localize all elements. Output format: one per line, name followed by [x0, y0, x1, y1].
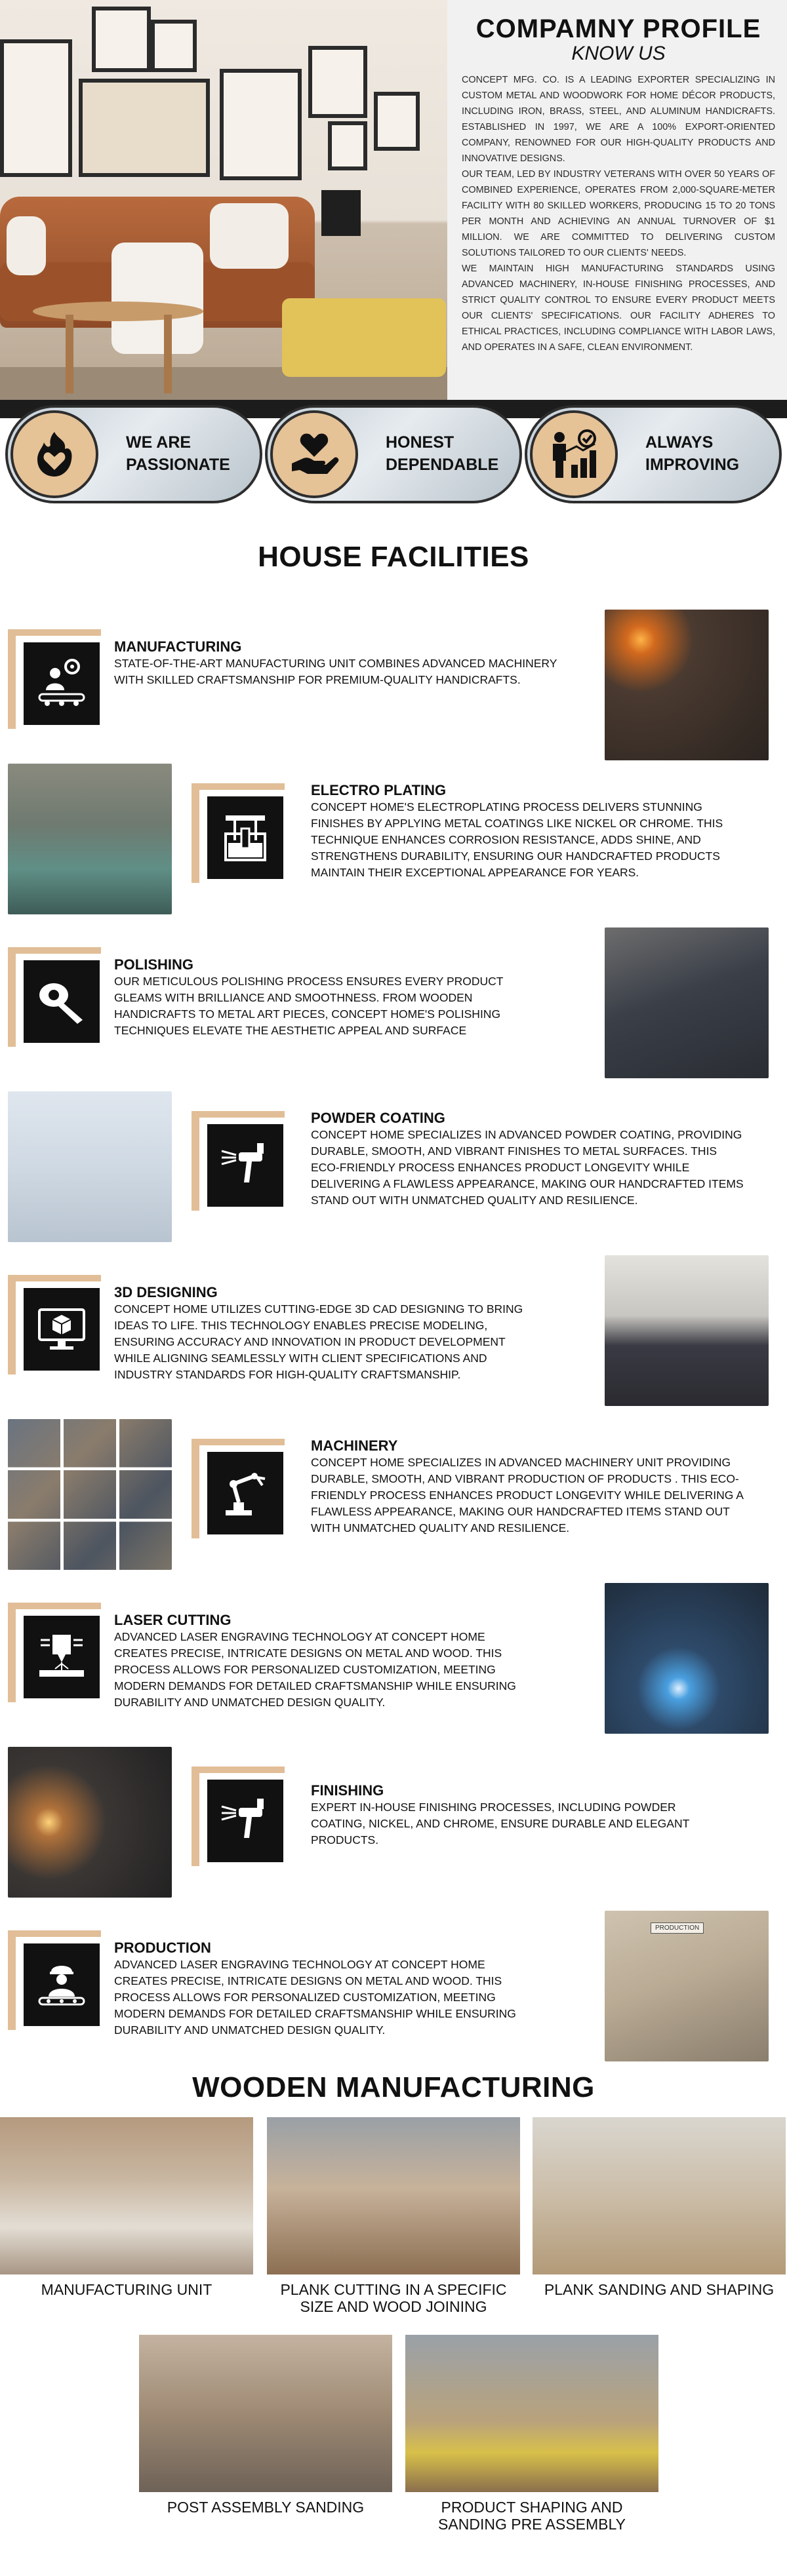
- wood-caption: PLANK SANDING AND SHAPING: [544, 2281, 775, 2298]
- facility-text: [114, 1940, 534, 2039]
- wooden-manufacturing-gallery: [0, 2117, 787, 2576]
- house-facilities-heading: [0, 531, 787, 583]
- values-strip: [0, 400, 787, 505]
- value-label: HONEST DEPENDABLE: [386, 433, 499, 474]
- wood-card: [139, 2335, 392, 2516]
- wood-card: [0, 2117, 253, 2298]
- facility-text: [311, 1782, 731, 1848]
- plating-tank-icon: [192, 783, 291, 887]
- profile-paragraph: WE MAINTAIN HIGH MANUFACTURING STANDARDS USING ADVANCED MACHINERY, IN-HOUSE FINISHING PROCESSES, AND STRICT QUALITY CONTROL TO ENSURE EVERY PRODUCT MEETS OUR CLIENTS' SPECIFICATIONS. OUR FACILITY ADHERES TO ETHICAL PRACTICES, INCLUDING COMPLIANCE WITH LABOR LAWS, AND OPERATES IN A SAFE, CLEAN ENVIRONMENT.: [462, 263, 775, 353]
- facility-title: 3D DESIGNING: [114, 1284, 218, 1300]
- facility-manufacturing: [0, 610, 787, 767]
- gear-worker-icon: [8, 629, 108, 733]
- plank-cutting-photo: [267, 2117, 520, 2274]
- wall-art-frame: [79, 79, 210, 177]
- facilities-list: [0, 583, 787, 2039]
- facility-text: [114, 638, 560, 688]
- worker-conveyor-icon: [8, 1930, 108, 2034]
- polishing-photo: [605, 927, 769, 1078]
- throw-blanket: [111, 243, 203, 354]
- wall-art-frame: [0, 39, 72, 177]
- wood-caption: POST ASSEMBLY SANDING: [167, 2499, 365, 2516]
- facility-text: [114, 956, 547, 1039]
- facility-title: MANUFACTURING: [114, 638, 242, 655]
- wood-caption: PLANK CUTTING IN A SPECIFIC SIZE AND WOOD JOINING: [280, 2281, 507, 2315]
- coffee-table: [33, 302, 203, 321]
- value-honest: [265, 405, 522, 503]
- facility-description: CONCEPT HOME SPECIALIZES IN ADVANCED POWDER COATING, PROVIDING DURABLE, SMOOTH, AND VIBRANT FINISHES TO METAL SURFACES. THIS ECO-FRIENDLY PROCESS ENHANCES PRODUCT LONGEVITY WHILE DELIVERING A FLAWLESS APPEARANCE, MAKING OUR HANDCRAFTED ITEMS STAND OUT WITH UNMATCHED QUALITY AND RESILIENCE.: [311, 1128, 744, 1207]
- pillow: [7, 216, 46, 275]
- post-assembly-sanding-photo: [139, 2335, 392, 2492]
- facility-text: [114, 1284, 534, 1383]
- finishing-photo: [8, 1747, 172, 1898]
- robot-arm-icon: [192, 1439, 291, 1542]
- wood-card: [533, 2117, 786, 2298]
- yellow-ottoman: [282, 298, 446, 377]
- value-passionate: [5, 405, 262, 503]
- facility-title: POWDER COATING: [311, 1110, 445, 1126]
- wall-art-frame: [328, 121, 367, 170]
- facility-production: [0, 1911, 787, 2068]
- facility-description: STATE-OF-THE-ART MANUFACTURING UNIT COMBINES ADVANCED MACHINERY WITH SKILLED CRAFTSMANSHIP FOR PREMIUM-QUALITY HANDICRAFTS.: [114, 657, 557, 686]
- facility-title: ELECTRO PLATING: [311, 782, 447, 798]
- production-sign: PRODUCTION: [651, 1922, 704, 1934]
- fire-heart-icon: [10, 410, 98, 498]
- profile-paragraph: CONCEPT MFG. CO. IS A LEADING EXPORTER SPECIALIZING IN CUSTOM METAL AND WOODWORK FOR HOME DÉCOR PRODUCTS, INCLUDING IRON, BRASS, STEEL, AND ALUMINUM HANDICRAFTS. ESTABLISHED IN 1997, WE ARE A 100% EXPORT-ORIENTED COMPANY, RENOWNED FOR OUR HIGH-QUALITY PRODUCTS AND INNOVATIVE DESIGNS.: [462, 75, 775, 164]
- facility-title: POLISHING: [114, 956, 194, 973]
- company-profile-panel: [447, 0, 787, 400]
- pillow: [210, 203, 289, 269]
- wood-caption: PRODUCT SHAPING AND SANDING PRE ASSEMBLY: [438, 2499, 626, 2533]
- facility-description: EXPERT IN-HOUSE FINISHING PROCESSES, INCLUDING POWDER COATING, NICKEL, AND CHROME, ENSURE DURABLE AND ELEGANT PRODUCTS.: [311, 1801, 689, 1846]
- value-label: ALWAYS IMPROVING: [645, 433, 740, 474]
- facility-text: [311, 1110, 744, 1209]
- facility-powder-coating: [0, 1091, 787, 1249]
- wood-caption: MANUFACTURING UNIT: [41, 2281, 212, 2298]
- table-leg: [164, 315, 172, 393]
- value-improving: [525, 405, 782, 503]
- facility-title: MACHINERY: [311, 1437, 398, 1454]
- manufacturing-unit-photo: [0, 2117, 253, 2274]
- heading-light: WOODEN: [192, 2071, 336, 2103]
- facility-machinery: [0, 1419, 787, 1576]
- facility-polishing: [0, 927, 787, 1085]
- facility-description: CONCEPT HOME UTILIZES CUTTING-EDGE 3D CAD DESIGNING TO BRING IDEAS TO LIFE. THIS TECHNOLOGY ENABLES PRECISE MODELING, ENSURING ACCURACY AND INNOVATION IN PRODUCT DEVELOPMENT WHILE ALIGNING SEAMLESSLY WITH CLIENT SPECIFICATIONS AND INDUSTRY STANDARDS FOR HIGH-QUALITY CRAFTSMANSHIP.: [114, 1302, 523, 1381]
- facility-description: ADVANCED LASER ENGRAVING TECHNOLOGY AT CONCEPT HOME CREATES PRECISE, INTRICATE DESIGNS ON METAL AND WOOD. THIS PROCESS ALLOWS FOR PERSONALIZED CUSTOMIZATION, MEETING MODERN DEMANDS FOR DETAILED CRAFTSMANSHIP WHILE ENSURING DURABILITY AND UNMATCHED DESIGN QUALITY.: [114, 1958, 516, 2037]
- production-photo: [605, 1911, 769, 2061]
- powder-coating-photo: [8, 1091, 172, 1242]
- facility-description: OUR METICULOUS POLISHING PROCESS ENSURES EVERY PRODUCT GLEAMS WITH BRILLIANCE AND SMOOTHNESS. FROM WOODEN HANDICRAFTS TO METAL ART PIECES, CONCEPT HOME'S POLISHING TECHNIQUES ELEVATE THE AESTHETIC APPEAL AND SURFACE: [114, 975, 504, 1037]
- facility-text: [114, 1612, 534, 1711]
- product-shaping-photo: [405, 2335, 658, 2492]
- heading-bold: FACILITIES: [370, 541, 529, 573]
- wood-card: [267, 2117, 520, 2315]
- wall-art-frame: [92, 7, 151, 72]
- wall-art-frame: [220, 69, 302, 180]
- facility-title: FINISHING: [311, 1782, 384, 1799]
- wall-art-frame: [308, 46, 367, 118]
- 3d-designing-photo: [605, 1255, 769, 1406]
- laser-cutting-photo: [605, 1583, 769, 1734]
- facility-title: PRODUCTION: [114, 1940, 211, 1956]
- facility-laser-cutting: [0, 1583, 787, 1740]
- facility-description: CONCEPT HOME SPECIALIZES IN ADVANCED MACHINERY UNIT PROVIDING DURABLE, SMOOTH, AND VIBRANT PRODUCTION OF PRODUCTS . THIS ECO-FRIENDLY PROCESS ENHANCES PRODUCT LONGEVITY WHILE DELIVERING A FLAWLESS APPEARANCE, MAKING OUR HANDCRAFTED ITEMS STAND OUT WITH UNMATCHED QUALITY AND RESILIENCE.: [311, 1456, 744, 1534]
- know-us-subtitle: KNOW US: [571, 43, 666, 64]
- laser-icon: [8, 1603, 108, 1706]
- machinery-collage-photo: [8, 1419, 172, 1570]
- company-profile-title: COMPAMNY PROFILE: [475, 14, 761, 43]
- heading-bold: MANUFACTURING: [335, 2071, 595, 2103]
- wall-art-frame: [374, 92, 420, 151]
- hero-section: [0, 0, 787, 400]
- wall-art-frame: [151, 20, 197, 72]
- wood-card: [405, 2335, 658, 2533]
- facility-3d-designing: [0, 1255, 787, 1413]
- table-leg: [66, 315, 73, 393]
- facility-text: [311, 782, 731, 881]
- spray-gun-icon: [192, 1111, 291, 1215]
- facility-electro-plating: [0, 764, 787, 921]
- lamp: [321, 190, 361, 236]
- heading-light: HOUSE: [258, 541, 371, 573]
- electro-plating-photo: [8, 764, 172, 914]
- facility-title: LASER CUTTING: [114, 1612, 232, 1628]
- growth-chart-icon: [530, 410, 618, 498]
- value-label: WE ARE PASSIONATE: [126, 433, 230, 474]
- hand-heart-icon: [270, 410, 358, 498]
- polisher-icon: [8, 947, 108, 1051]
- facility-text: [311, 1437, 744, 1536]
- facility-description: ADVANCED LASER ENGRAVING TECHNOLOGY AT CONCEPT HOME CREATES PRECISE, INTRICATE DESIGNS ON METAL AND WOOD. THIS PROCESS ALLOWS FOR PERSONALIZED CUSTOMIZATION, MEETING MODERN DEMANDS FOR DETAILED CRAFTSMANSHIP WHILE ENSURING DURABILITY AND UNMATCHED DESIGN QUALITY.: [114, 1630, 516, 1709]
- manufacturing-photo: [605, 610, 769, 760]
- facility-description: CONCEPT HOME'S ELECTROPLATING PROCESS DELIVERS STUNNING FINISHES BY APPLYING METAL COATINGS LIKE NICKEL OR CHROME. THIS TECHNIQUE ENHANCES CORROSION RESISTANCE, ADDS SHINE, AND STRENGTHENS DURABILITY, ENSURING OUR HANDCRAFTED PRODUCTS MAINTAIN THEIR EXCEPTIONAL APPEARANCE FOR YEARS.: [311, 800, 723, 879]
- profile-paragraph: OUR TEAM, LED BY INDUSTRY VETERANS WITH OVER 50 YEARS OF COMBINED EXPERIENCE, OPERATES FROM 2,000-SQUARE-METER FACILITY WITH 80 SKILLED WORKERS, PRODUCING 15 TO 20 TONS PER MONTH AND ACHIEVING AN ANNUAL TURNOVER OF $1 MILLION. WE ARE COMMITTED TO DELIVERING CUSTOM SOLUTIONS TAILORED TO OUR CLIENTS' NEEDS.: [462, 169, 775, 258]
- monitor-cube-icon: [8, 1275, 108, 1378]
- living-room-photo: [0, 0, 447, 400]
- facility-finishing: [0, 1747, 787, 1904]
- plank-sanding-photo: [533, 2117, 786, 2274]
- spray-gun-icon: [192, 1766, 291, 1870]
